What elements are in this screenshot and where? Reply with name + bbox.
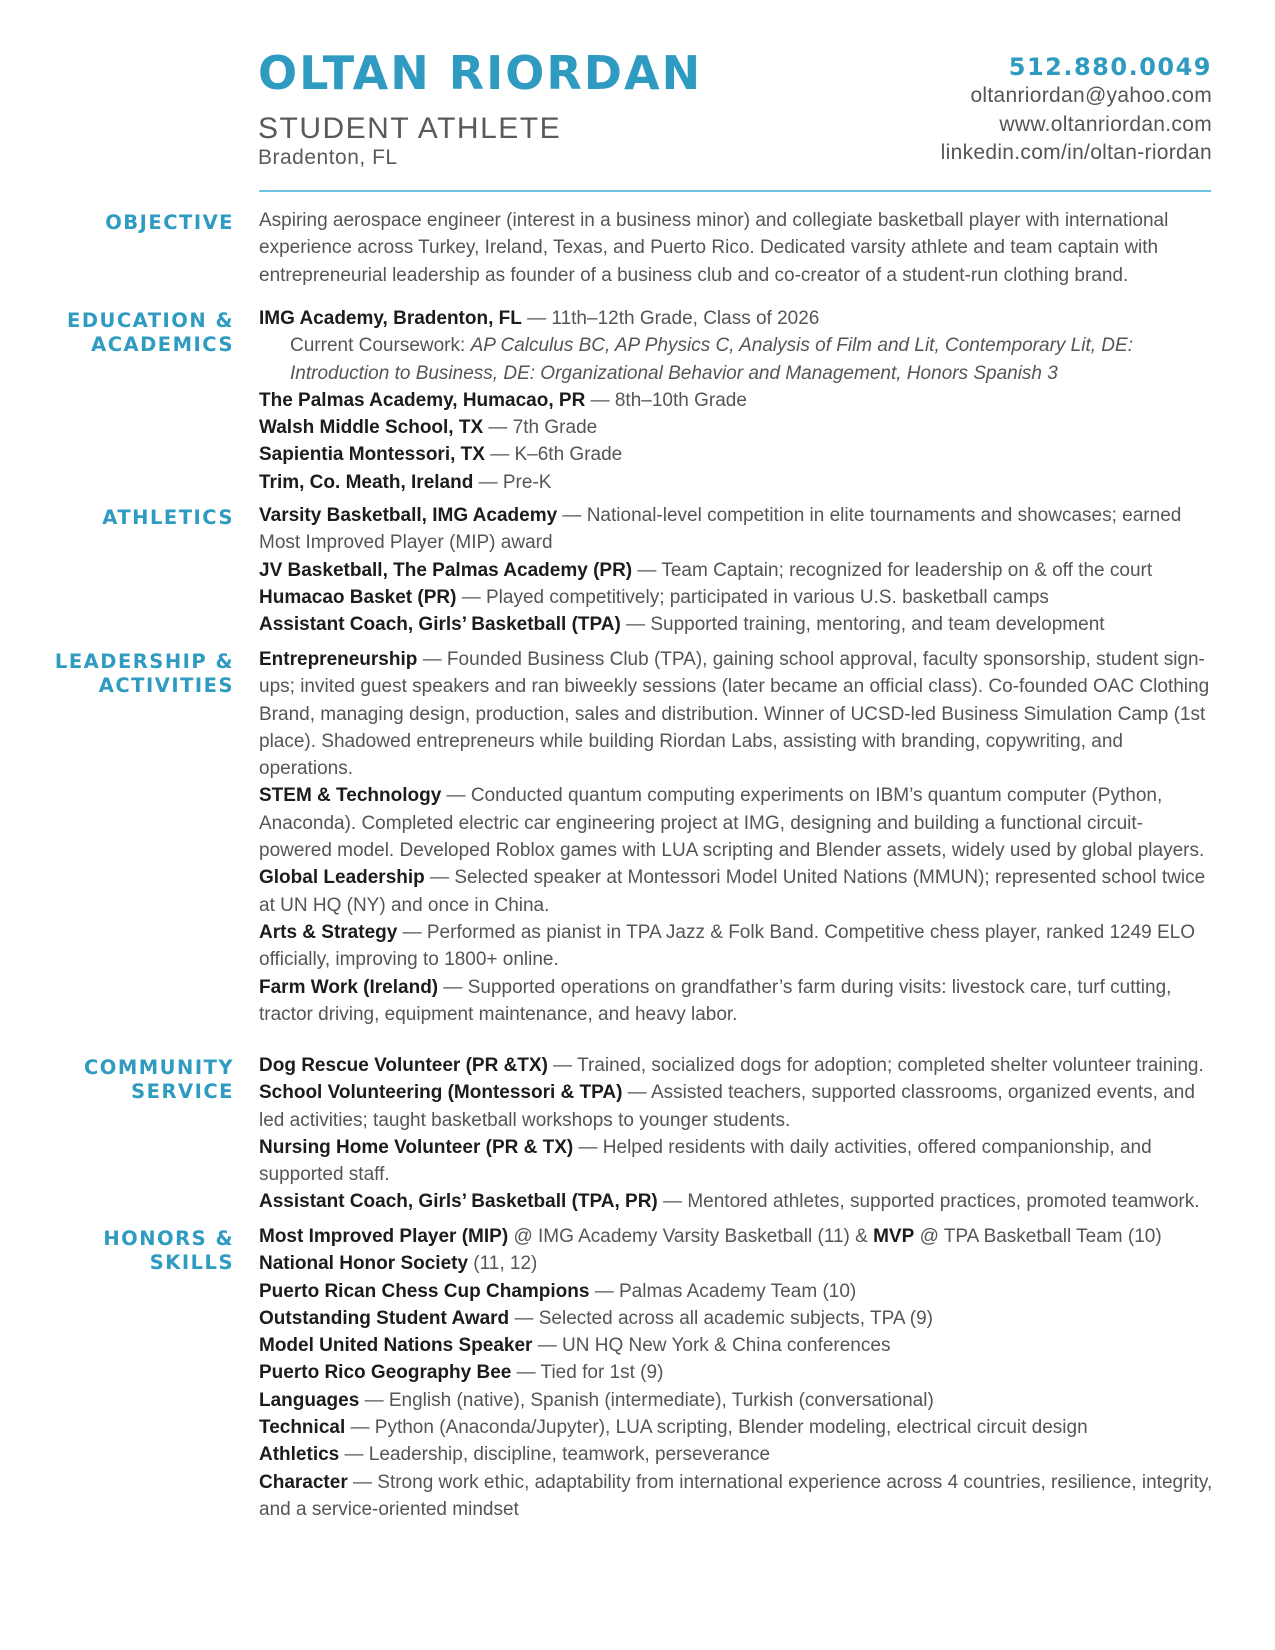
item-detail: — Palmas Academy Team (10)	[589, 1280, 857, 1302]
athletics-item	[259, 611, 1214, 638]
item-title: Varsity Basketball, IMG Academy	[259, 505, 558, 526]
honors-item	[259, 1278, 1214, 1305]
candidate-location: Bradenton, FL	[258, 146, 398, 169]
item-detail: @ TPA Basketball Team (10)	[914, 1226, 1162, 1247]
education-item	[259, 414, 1214, 441]
honors-item	[259, 1387, 1214, 1414]
item-title: Puerto Rican Chess Cup Champions	[259, 1280, 590, 1302]
section-label	[84, 1056, 234, 1104]
leadership-item	[259, 782, 1214, 864]
item-detail: — Helped residents with daily activities, offered companionship, and supported staff.	[259, 1136, 1152, 1186]
honors-item	[259, 1305, 1214, 1332]
community-item	[259, 1079, 1214, 1134]
item-detail: — 7th Grade	[483, 417, 598, 439]
item-title: School Volunteering (Montessori & TPA)	[259, 1082, 623, 1104]
item-title: Humacao Basket (PR)	[259, 586, 457, 608]
section-label	[67, 309, 234, 357]
item-title: Languages	[259, 1389, 360, 1411]
community-item	[259, 1188, 1214, 1215]
item-detail: @ IMG Academy Varsity Basketball (11) &	[508, 1226, 874, 1247]
item-title: Most Improved Player (MIP)	[259, 1226, 509, 1247]
athletics-item	[259, 502, 1214, 557]
item-title: Global Leadership	[259, 867, 425, 889]
item-detail: — K–6th Grade	[484, 444, 623, 466]
item-detail: — Leadership, discipline, teamwork, perseverance	[339, 1444, 771, 1466]
item-title: Model United Nations Speaker	[259, 1335, 533, 1357]
leadership-item	[259, 919, 1214, 974]
section-label-line: COMMUNITY	[83, 1056, 234, 1079]
education-item	[259, 441, 1214, 468]
item-detail: — Assisted teachers, supported classrooms, organized events, and led activities; taught basketball workshops to younger students.	[259, 1082, 1195, 1131]
section-label-line: ACTIVITIES	[98, 674, 234, 697]
item-title: Nursing Home Volunteer (PR & TX)	[259, 1136, 574, 1158]
leadership-item	[259, 974, 1214, 1029]
item-title: Outstanding Student Award	[259, 1307, 510, 1329]
item-title: Walsh Middle School, TX	[259, 417, 484, 439]
honors-item	[259, 1414, 1214, 1441]
item-title: Entrepreneurship	[259, 649, 418, 670]
coursework-label: Current Coursework:	[290, 335, 471, 357]
item-title: Technical	[259, 1417, 346, 1439]
leadership-body	[259, 646, 1214, 1028]
honors-item	[259, 1359, 1214, 1386]
item-detail: — UN HQ New York & China conferences	[532, 1335, 891, 1357]
item-title: Sapientia Montessori, TX	[259, 444, 485, 466]
section-label	[55, 650, 234, 698]
item-title: Dog Rescue Volunteer (PR &TX)	[259, 1055, 548, 1076]
item-detail: — 8th–10th Grade	[585, 389, 747, 411]
candidate-role: STUDENT ATHLETE	[258, 112, 562, 145]
section-label-line: ACADEMICS	[91, 333, 234, 356]
item-detail: — Supported training, mentoring, and team development	[620, 614, 1105, 636]
section-label: ATHLETICS	[102, 506, 234, 529]
leadership-item	[259, 646, 1214, 782]
website-url: www.oltanriordan.com	[999, 112, 1212, 136]
section-label-line: SKILLS	[149, 1251, 234, 1274]
section-label	[103, 1227, 234, 1275]
item-detail: — English (native), Spanish (intermediate), Turkish (conversational)	[359, 1389, 934, 1411]
phone-number: 512.880.0049	[1008, 53, 1212, 81]
item-detail: — Tied for 1st (9)	[511, 1362, 664, 1384]
honors-item	[259, 1223, 1214, 1250]
community-body	[259, 1052, 1214, 1216]
item-detail: — 11th–12th Grade, Class of 2026	[521, 308, 820, 329]
education-body	[259, 305, 1214, 496]
item-title: Farm Work (Ireland)	[259, 976, 439, 998]
section-label-line: EDUCATION &	[67, 309, 234, 332]
item-detail: — Trained, socialized dogs for adoption; completed shelter volunteer training.	[547, 1055, 1204, 1076]
community-item	[259, 1134, 1214, 1189]
item-detail: — Selected across all academic subjects, TPA (9)	[509, 1307, 933, 1329]
candidate-name: OLTAN RIORDAN	[258, 46, 703, 100]
section-label-line: HONORS &	[103, 1227, 234, 1250]
education-item	[259, 469, 1214, 496]
item-title: JV Basketball, The Palmas Academy (PR)	[259, 559, 633, 581]
item-title: STEM & Technology	[259, 785, 442, 807]
section-label-line: LEADERSHIP &	[54, 650, 234, 673]
objective-body	[259, 207, 1214, 289]
item-title: Assistant Coach, Girls’ Basketball (TPA)	[259, 614, 621, 636]
item-detail: — Performed as pianist in TPA Jazz & Folk Band. Competitive chess player, ranked 1249 ELO officially, improving to 1800+ online.	[259, 921, 1196, 971]
honors-body	[259, 1223, 1214, 1523]
education-item	[259, 305, 1214, 332]
education-item	[259, 387, 1214, 414]
item-detail: — Played competitively; participated in various U.S. basketball camps	[456, 586, 1049, 608]
item-detail: — Supported operations on grandfather’s farm during visits: livestock care, turf cutting, tractor driving, equipment maintenance, and heavy labor.	[259, 976, 1172, 1025]
item-title: Puerto Rico Geography Bee	[259, 1362, 512, 1384]
item-title: The Palmas Academy, Humacao, PR	[259, 389, 586, 411]
coursework-line	[259, 332, 1214, 387]
item-detail: — Selected speaker at Montessori Model United Nations (MMUN); represented school twice at UN HQ (NY) and once in China.	[259, 867, 1206, 916]
objective-text: Aspiring aerospace engineer (interest in a business minor) and collegiate basketball player with international experience across Turkey, Ireland, Texas, and Puerto Rico. Dedicated varsity athlete and team captain with entrepreneurial leadership as founder of a business club and co-creator of a student-run clothing brand.	[259, 210, 1169, 286]
item-detail: — Founded Business Club (TPA), gaining school approval, faculty sponsorship, student sign-ups; invited guest speakers and ran biweekly sessions (later became an official class). Co-founded OAC Clothing Brand, managing design, production, sales and distribution. Winner of UCSD-led Business Simulation Camp (1st place). Shadowed entrepreneurs while building Riordan Labs, assisting with branding, copywriting, and operations.	[259, 649, 1210, 780]
athletics-item	[259, 557, 1214, 584]
honors-item	[259, 1469, 1214, 1524]
item-title: Athletics	[259, 1444, 340, 1466]
item-detail: — Pre-K	[473, 471, 552, 493]
honors-item	[259, 1250, 1214, 1277]
item-title: Character	[259, 1471, 348, 1493]
email-address: oltanriordan@yahoo.com	[970, 84, 1212, 107]
item-title: MVP	[873, 1226, 915, 1247]
item-detail: — Team Captain; recognized for leadership on & off the court	[632, 559, 1153, 581]
item-detail: (11, 12)	[468, 1253, 538, 1275]
section-label: OBJECTIVE	[105, 211, 234, 234]
linkedin-url: linkedin.com/in/oltan-riordan	[940, 141, 1212, 164]
item-title: IMG Academy, Bradenton, FL	[259, 308, 522, 329]
header-divider	[259, 190, 1211, 192]
item-title: Assistant Coach, Girls’ Basketball (TPA, PR)	[259, 1191, 658, 1213]
coursework-list: AP Calculus BC, AP Physics C, Analysis of Film and Lit, Contemporary Lit, DE: Introduction to Business, DE: Organizational Behavior and Management, Honors Spanish 3	[290, 335, 1133, 384]
leadership-item	[259, 864, 1214, 919]
honors-item	[259, 1332, 1214, 1359]
item-detail: — Python (Anaconda/Jupyter), LUA scripting, Blender modeling, electrical circuit design	[345, 1417, 1088, 1439]
item-detail: — Mentored athletes, supported practices, promoted teamwork.	[657, 1191, 1200, 1213]
item-title: National Honor Society	[259, 1253, 469, 1275]
item-detail: — Conducted quantum computing experiments on IBM’s quantum computer (Python, Anaconda). Completed electric car engineering project at IMG, designing and building a functional circuit-powered model. Developed Roblox games with LUA scripting and Blender assets, widely used by global players.	[259, 785, 1205, 862]
contact-block	[941, 52, 1212, 168]
item-title: Trim, Co. Meath, Ireland	[259, 471, 474, 493]
community-item	[259, 1052, 1214, 1079]
item-detail: — Strong work ethic, adaptability from international experience across 4 countries, resilience, integrity, and a service-oriented mindset	[259, 1471, 1213, 1520]
athletics-body	[259, 502, 1214, 638]
section-label-line: SERVICE	[131, 1080, 234, 1103]
item-title: Arts & Strategy	[259, 921, 398, 943]
item-detail: — National-level competition in elite tournaments and showcases; earned Most Improved Player (MIP) award	[259, 505, 1182, 554]
honors-item	[259, 1441, 1214, 1468]
athletics-item	[259, 584, 1214, 611]
